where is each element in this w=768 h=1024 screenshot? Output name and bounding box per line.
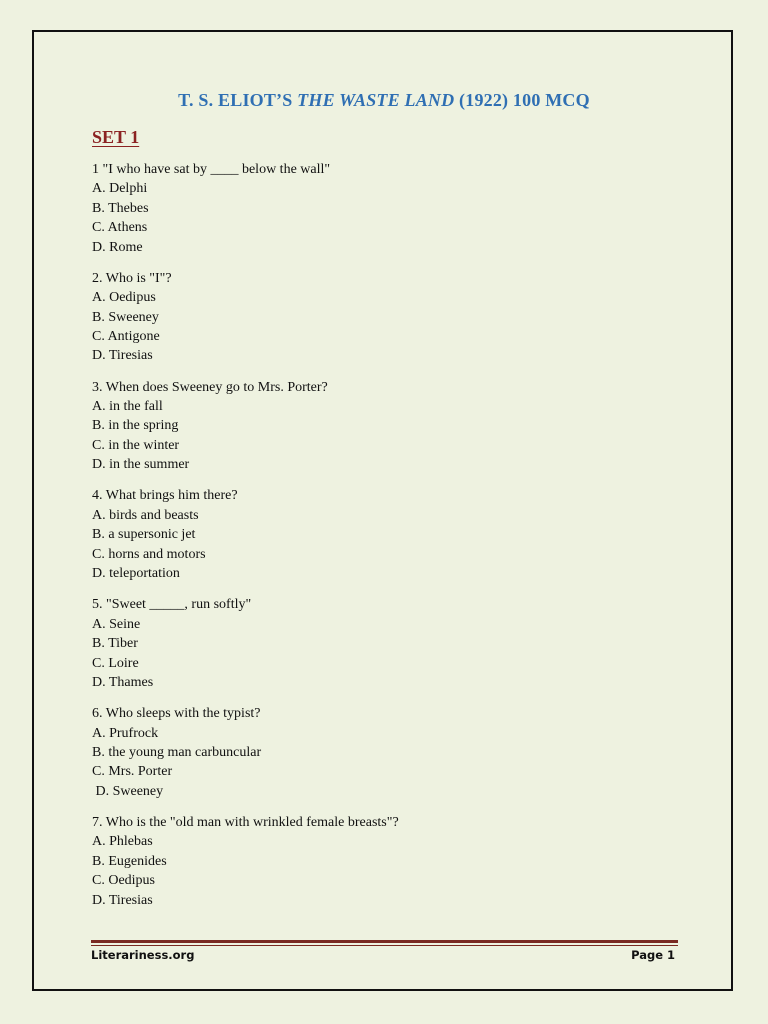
question-item — [92, 378, 652, 475]
answer-option: B. Sweeney — [92, 309, 159, 325]
answer-option: C. horns and motors — [92, 546, 206, 562]
answer-option: A. Seine — [92, 616, 141, 632]
answer-option: C. in the winter — [92, 437, 180, 453]
question-item — [92, 704, 652, 801]
title-suffix: (1922) 100 MCQ — [454, 90, 590, 110]
question-item — [92, 595, 652, 692]
answer-option: A. Delphi — [92, 181, 148, 197]
answer-option: A. Prufrock — [92, 725, 159, 741]
question-list — [92, 160, 652, 922]
answer-option: B. Tiber — [92, 636, 138, 652]
answer-option: C. Athens — [92, 220, 148, 236]
question-text: 5. "Sweet _____, run softly" — [92, 597, 252, 613]
answer-option: B. a supersonic jet — [92, 527, 196, 543]
question-text: 1 "I who have sat by ____ below the wall" — [92, 162, 331, 177]
answer-option: C. Mrs. Porter — [92, 764, 173, 780]
answer-option: D. in the summer — [92, 457, 190, 473]
answer-option: C. Oedipus — [92, 873, 155, 889]
answer-option: D. Thames — [92, 674, 154, 690]
title-work: THE WASTE LAND — [297, 90, 455, 110]
footer-rule — [91, 940, 678, 943]
footer-page-number: Page 1 — [631, 948, 675, 962]
question-item — [92, 486, 652, 583]
answer-option: B. Thebes — [92, 200, 149, 216]
answer-option: D. teleportation — [92, 566, 180, 582]
answer-option: D. Tiresias — [92, 892, 153, 908]
footer-rule-thin — [91, 945, 678, 946]
answer-option: C. Loire — [92, 655, 139, 671]
answer-option: A. Oedipus — [92, 290, 156, 306]
question-text: 4. What brings him there? — [92, 488, 238, 504]
answer-option: B. the young man carbuncular — [92, 744, 262, 760]
answer-option: D. Tiresias — [92, 348, 153, 364]
document-title — [0, 90, 768, 111]
answer-option: A. in the fall — [92, 399, 163, 415]
question-item — [92, 813, 652, 910]
answer-option: B. in the spring — [92, 418, 179, 434]
question-text: 3. When does Sweeney go to Mrs. Porter? — [92, 379, 328, 395]
question-text: 2. Who is "I"? — [92, 270, 172, 286]
footer-site-name: Literariness.org — [91, 948, 195, 962]
question-text: 7. Who is the "old man with wrinkled female breasts"? — [92, 814, 399, 830]
question-item — [92, 269, 652, 366]
title-prefix: T. S. ELIOT’S — [178, 90, 298, 110]
set-heading: SET 1 — [92, 127, 140, 147]
answer-option: A. birds and beasts — [92, 507, 199, 523]
question-item — [92, 160, 652, 257]
answer-option: D. Rome — [92, 239, 143, 255]
answer-option: D. Sweeney — [92, 783, 164, 799]
question-text: 6. Who sleeps with the typist? — [92, 706, 261, 722]
answer-option: B. Eugenides — [92, 853, 167, 869]
answer-option: C. Antigone — [92, 329, 160, 345]
answer-option: A. Phlebas — [92, 834, 153, 850]
